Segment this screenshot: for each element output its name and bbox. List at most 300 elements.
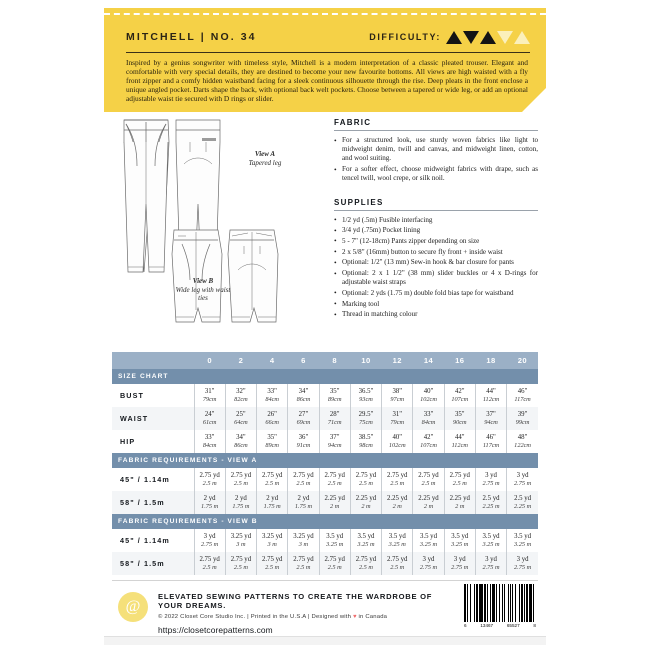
table-row xyxy=(112,552,538,575)
value-metres: 2.5 m xyxy=(202,563,217,571)
table-cell xyxy=(413,468,444,491)
table-cell xyxy=(257,430,288,453)
value-yards: 3 yd xyxy=(203,532,216,540)
table-cell xyxy=(319,491,350,514)
table-row xyxy=(112,491,538,514)
value-inches: 36" xyxy=(298,433,309,441)
view-a-subtitle: Tapered leg xyxy=(248,158,282,167)
view-b-title: View B xyxy=(192,277,214,285)
size-header-row xyxy=(112,352,538,369)
table-cell xyxy=(444,529,475,552)
value-inches: 39" xyxy=(517,410,528,418)
value-cm: 71cm xyxy=(327,418,342,426)
value-metres: 2.5 m xyxy=(327,563,342,571)
fabric-section xyxy=(334,118,538,184)
value-cm: 79cm xyxy=(390,418,405,426)
table-cell xyxy=(194,384,225,407)
page-title: MITCHELL | NO. 34 xyxy=(126,31,257,43)
value-yards: 2 yd xyxy=(203,494,216,502)
table-cell xyxy=(382,529,413,552)
table-cell xyxy=(382,407,413,430)
table-cell xyxy=(475,407,506,430)
value-yards: 2.75 yd xyxy=(387,555,408,563)
size-header-20: 20 xyxy=(507,352,538,369)
value-yards: 2 yd xyxy=(234,494,247,502)
table-cell xyxy=(225,491,256,514)
table-cell xyxy=(288,468,319,491)
value-inches: 38" xyxy=(392,387,403,395)
value-cm: 86cm xyxy=(234,441,248,449)
value-metres: 2.25 m xyxy=(514,502,532,510)
value-yards: 3.5 yd xyxy=(514,532,532,540)
table-cell xyxy=(444,384,475,407)
table-cell xyxy=(257,407,288,430)
table-cell xyxy=(507,468,538,491)
value-metres: 2 m xyxy=(361,502,371,510)
value-inches: 44" xyxy=(454,433,465,441)
value-inches: 42" xyxy=(454,387,465,395)
table-cell xyxy=(475,491,506,514)
table-cell xyxy=(288,384,319,407)
value-yards: 3.25 yd xyxy=(261,532,283,540)
value-inches: 33" xyxy=(423,410,434,418)
value-inches: 37" xyxy=(329,433,340,441)
value-cm: 97cm xyxy=(390,395,405,403)
value-inches: 31" xyxy=(204,387,215,395)
table-cell xyxy=(382,430,413,453)
value-yards: 2.25 yd xyxy=(418,494,439,502)
table-cell xyxy=(350,468,381,491)
value-yards: 3 yd xyxy=(422,555,435,563)
value-cm: 102cm xyxy=(420,395,437,403)
value-metres: 2.5 m xyxy=(296,479,311,487)
table-cell xyxy=(319,529,350,552)
value-yards: 3 yd xyxy=(485,555,497,563)
value-metres: 2.75 m xyxy=(201,540,219,548)
row-label: 45" / 1.14m xyxy=(112,468,194,491)
barcode-digit: 8 xyxy=(533,623,536,628)
table-cell xyxy=(475,468,506,491)
value-cm: 90cm xyxy=(452,418,467,426)
value-yards: 2.25 yd xyxy=(387,494,408,502)
table-cell xyxy=(444,430,475,453)
table-cell xyxy=(350,384,381,407)
copyright-post: in Canada xyxy=(356,614,388,620)
view-a-caption xyxy=(230,150,300,167)
table-cell xyxy=(507,430,538,453)
technical-drawings xyxy=(112,112,330,344)
copyright-pre: © 2022 Closet Core Studio Inc. | Printed in the U.S.A | Designed with xyxy=(158,614,353,620)
value-yards: 2.75 yd xyxy=(387,471,408,479)
barcode-digit: 6 xyxy=(464,623,467,628)
table-cell xyxy=(382,552,413,575)
value-metres: 2.5 m xyxy=(358,479,373,487)
value-inches: 27" xyxy=(298,410,309,418)
list-item: • Optional: 2 yds (1.75 m) double fold bias tape for waistband xyxy=(334,289,538,298)
table-cell xyxy=(413,552,444,575)
list-item: • For a softer effect, choose midweight fabrics with drape, such as tencel twill, wool crepe, or silk noil. xyxy=(334,165,538,183)
table-cell xyxy=(257,468,288,491)
value-cm: 75cm xyxy=(359,418,373,426)
value-yards: 2.5 yd xyxy=(482,494,500,502)
value-inches: 35" xyxy=(454,410,465,418)
size-header-spacer xyxy=(112,352,194,369)
value-cm: 122cm xyxy=(514,441,531,449)
value-cm: 84cm xyxy=(421,418,436,426)
barcode-digit: 65527 xyxy=(506,623,520,628)
list-item: • Optional: 2 x 1 1/2" (38 mm) slider buckles or 4 x D-rings for adjustable waist straps xyxy=(334,269,538,287)
value-metres: 2.75 m xyxy=(419,563,438,571)
value-yards: 2.75 yd xyxy=(261,471,283,479)
fabric-requirements-band-label: FABRIC REQUIREMENTS - VIEW A xyxy=(112,453,538,468)
difficulty-triangles xyxy=(446,31,530,44)
size-header-18: 18 xyxy=(475,352,506,369)
barcode-digits xyxy=(464,623,536,628)
value-inches: 42" xyxy=(423,433,434,441)
value-metres: 2.5 m xyxy=(202,479,217,487)
value-yards: 2 yd xyxy=(297,494,310,502)
value-metres: 1.75 m xyxy=(201,502,219,510)
value-inches: 33" xyxy=(267,387,277,395)
value-metres: 2.5 m xyxy=(265,479,280,487)
table-cell xyxy=(413,407,444,430)
table-cell xyxy=(194,430,225,453)
table-cell xyxy=(444,468,475,491)
list-item: • 2 x 5/8" (16mm) button to secure fly front + inside waist xyxy=(334,248,538,257)
table-cell xyxy=(194,552,225,575)
difficulty-meter xyxy=(369,31,530,44)
value-inches: 36.5" xyxy=(358,387,374,395)
value-cm: 84cm xyxy=(265,395,279,403)
row-label: 45" / 1.14m xyxy=(112,529,194,552)
table-cell xyxy=(507,384,538,407)
table-cell xyxy=(475,430,506,453)
table-cell xyxy=(225,407,256,430)
heart-icon: ♥ xyxy=(352,614,357,620)
table-cell xyxy=(475,384,506,407)
size-header-4: 4 xyxy=(257,352,288,369)
footer-copyright xyxy=(158,614,448,620)
value-cm: 69cm xyxy=(296,418,311,426)
value-cm: 112cm xyxy=(482,395,500,403)
table-cell xyxy=(319,552,350,575)
value-yards: 3 yd xyxy=(516,555,529,563)
dashed-tear-line xyxy=(104,13,546,15)
fabric-requirements-band xyxy=(112,453,538,468)
body-area xyxy=(104,112,546,644)
table-cell xyxy=(194,529,225,552)
table-cell xyxy=(288,407,319,430)
value-yards: 3 yd xyxy=(516,471,529,479)
fabric-list xyxy=(334,136,538,184)
value-cm: 117cm xyxy=(514,395,531,403)
table-cell xyxy=(413,491,444,514)
value-metres: 2.5 m xyxy=(233,563,248,571)
value-yards: 2.25 yd xyxy=(355,494,377,502)
value-yards: 2.75 yd xyxy=(293,555,314,563)
value-yards: 3.5 yd xyxy=(482,532,500,540)
list-item: • 3/4 yd (.75m) Pocket lining xyxy=(334,226,538,235)
value-yards: 3.25 yd xyxy=(230,532,252,540)
value-yards: 2.75 yd xyxy=(199,471,220,479)
value-yards: 2.75 yd xyxy=(324,471,345,479)
value-yards: 3.5 yd xyxy=(451,532,469,540)
row-label: 58" / 1.5m xyxy=(112,552,194,575)
at-symbol-icon: @ xyxy=(125,598,141,615)
value-yards: 2.75 yd xyxy=(230,471,252,479)
value-cm: 61cm xyxy=(202,418,217,426)
table-cell xyxy=(319,430,350,453)
table-cell xyxy=(288,430,319,453)
value-yards: 2.75 yd xyxy=(293,471,314,479)
value-cm: 86cm xyxy=(296,395,311,403)
value-inches: 34" xyxy=(298,387,309,395)
table-cell xyxy=(350,430,381,453)
table-cell xyxy=(444,491,475,514)
value-cm: 64cm xyxy=(234,418,248,426)
footer-text xyxy=(158,592,448,635)
table-cell xyxy=(350,407,381,430)
size-chart-band-label: SIZE CHART xyxy=(112,369,538,384)
value-cm: 66cm xyxy=(265,418,279,426)
size-header-2: 2 xyxy=(225,352,256,369)
table-cell xyxy=(319,384,350,407)
value-metres: 3 m xyxy=(267,540,277,548)
table-cell xyxy=(257,529,288,552)
value-yards: 2.75 yd xyxy=(449,471,470,479)
value-inches: 34" xyxy=(236,433,246,441)
table-cell xyxy=(507,407,538,430)
value-inches: 40" xyxy=(392,433,403,441)
table-cell xyxy=(319,468,350,491)
value-metres: 3.25 m xyxy=(419,540,438,548)
table-cell xyxy=(382,491,413,514)
value-cm: 93cm xyxy=(359,395,373,403)
table-cell xyxy=(382,468,413,491)
value-metres: 2.5 m xyxy=(421,479,436,487)
value-yards: 2 yd xyxy=(266,494,279,502)
barcode-bars xyxy=(464,584,536,622)
brand-logo xyxy=(118,592,148,622)
value-inches: 35" xyxy=(329,387,340,395)
value-inches: 35" xyxy=(267,433,277,441)
value-inches: 32" xyxy=(236,387,246,395)
value-yards: 3 yd xyxy=(453,555,466,563)
value-cm: 89cm xyxy=(327,395,342,403)
value-metres: 2.5 m xyxy=(390,479,405,487)
table-cell xyxy=(319,407,350,430)
value-inches: 28" xyxy=(329,410,340,418)
size-header-8: 8 xyxy=(319,352,350,369)
value-metres: 2.5 m xyxy=(327,479,342,487)
value-yards: 3.25 yd xyxy=(293,532,314,540)
pattern-description: Inspired by a genius songwriter with timeless style, Mitchell is a modern interpretation of a classic pleated trouser. Elegant and comfortable with very special details, they are destined to become your new favourite bottoms. All views are high waisted with a fly front zipper and a comfy hidden waistband facing for a sleek continuous silhouette through the rise. Deep pleats in the front enclose a unique angled pocket. Darts shape the back, with optional back welt pockets. Choose between a tapered or wide leg, or add an optional adjustable waist tie secured with D rings or slider. xyxy=(126,58,528,104)
triangle-up-empty-icon xyxy=(514,31,530,44)
size-chart-band xyxy=(112,369,538,384)
value-metres: 3.25 m xyxy=(326,540,344,548)
value-inches: 25" xyxy=(236,410,246,418)
value-metres: 2 m xyxy=(455,502,465,510)
value-yards: 2.25 yd xyxy=(324,494,345,502)
list-item: • Marking tool xyxy=(334,300,538,309)
triangle-up-filled-icon xyxy=(480,31,496,44)
value-cm: 94cm xyxy=(484,418,498,426)
value-metres: 2.75 m xyxy=(451,563,469,571)
barcode xyxy=(464,584,536,632)
value-inches: 46" xyxy=(517,387,528,395)
value-yards: 2.75 yd xyxy=(355,471,377,479)
value-cm: 117cm xyxy=(482,441,500,449)
table-cell xyxy=(225,468,256,491)
value-metres: 1.75 m xyxy=(263,502,281,510)
value-inches: 26" xyxy=(267,410,277,418)
size-header-16: 16 xyxy=(444,352,475,369)
table-cell xyxy=(475,529,506,552)
footer-divider xyxy=(112,580,538,581)
barcode-bar xyxy=(534,584,536,622)
header-band xyxy=(104,8,546,112)
table-cell xyxy=(507,552,538,575)
footer xyxy=(112,580,538,638)
row-label: BUST xyxy=(112,384,194,407)
list-item: • 5 - 7" (12-18cm) Pants zipper depending on size xyxy=(334,237,538,246)
pants-line-drawings-svg xyxy=(112,112,330,344)
size-header-10: 10 xyxy=(350,352,381,369)
table-cell xyxy=(350,552,381,575)
value-yards: 2.75 yd xyxy=(418,471,439,479)
value-cm: 107cm xyxy=(420,441,437,449)
table-cell xyxy=(507,491,538,514)
value-inches: 31" xyxy=(392,410,403,418)
value-yards: 2.75 yd xyxy=(199,555,220,563)
value-metres: 3.25 m xyxy=(451,540,469,548)
view-b-subtitle: Wide leg with waist ties xyxy=(175,285,231,303)
value-yards: 2.5 yd xyxy=(514,494,532,502)
value-yards: 2.75 yd xyxy=(261,555,283,563)
value-metres: 2 m xyxy=(392,502,402,510)
value-inches: 40" xyxy=(423,387,434,395)
table-cell xyxy=(194,468,225,491)
value-yards: 3 yd xyxy=(485,471,497,479)
value-cm: 99cm xyxy=(515,418,530,426)
fabric-requirements-band xyxy=(112,514,538,529)
list-item: • For a structured look, use sturdy woven fabrics like light to midweight denim, twill and canvas, and midweight linen, cotton, and wool suiting. xyxy=(334,136,538,164)
value-yards: 2.75 yd xyxy=(230,555,252,563)
value-yards: 3.5 yd xyxy=(388,532,406,540)
list-item: • 1/2 yd (.5m) Fusible interfacing xyxy=(334,216,538,225)
table-cell xyxy=(444,407,475,430)
table-row xyxy=(112,430,538,453)
value-cm: 84cm xyxy=(202,441,217,449)
value-cm: 89cm xyxy=(265,441,279,449)
value-inches: 24" xyxy=(204,410,215,418)
row-label: HIP xyxy=(112,430,194,453)
table-row xyxy=(112,529,538,552)
table-row xyxy=(112,407,538,430)
fabric-requirements-band-label: FABRIC REQUIREMENTS - VIEW B xyxy=(112,514,538,529)
table-cell xyxy=(225,384,256,407)
value-metres: 2.5 m xyxy=(390,563,405,571)
value-metres: 2.75 m xyxy=(482,479,500,487)
table-cell xyxy=(350,491,381,514)
value-yards: 3.5 yd xyxy=(357,532,375,540)
table-cell xyxy=(413,529,444,552)
table-cell xyxy=(257,552,288,575)
value-metres: 3 m xyxy=(298,540,309,548)
supplies-list xyxy=(334,216,538,320)
value-metres: 3.25 m xyxy=(357,540,375,548)
table-row xyxy=(112,384,538,407)
header-row xyxy=(126,28,530,46)
value-metres: 3.25 m xyxy=(388,540,406,548)
value-yards: 3.5 yd xyxy=(326,532,344,540)
triangle-down-empty-icon xyxy=(497,31,513,44)
view-b-caption xyxy=(170,277,236,303)
supplies-divider xyxy=(334,210,538,211)
fabric-divider xyxy=(334,130,538,131)
value-metres: 3 m xyxy=(236,540,246,548)
supplies-title: SUPPLIES xyxy=(334,197,384,207)
table-cell xyxy=(194,407,225,430)
table-cell xyxy=(225,552,256,575)
value-yards: 2.25 yd xyxy=(449,494,470,502)
list-item: • Thread in matching colour xyxy=(334,310,538,319)
table-cell xyxy=(288,552,319,575)
website-url[interactable]: https://closetcorepatterns.com xyxy=(158,625,273,635)
value-inches: 44" xyxy=(486,387,496,395)
value-inches: 37" xyxy=(486,410,496,418)
value-cm: 79cm xyxy=(202,395,217,403)
supplies-section xyxy=(334,198,538,320)
value-metres: 3.25 m xyxy=(514,540,532,548)
table-cell xyxy=(225,430,256,453)
size-chart-table xyxy=(112,352,538,575)
table-cell xyxy=(350,529,381,552)
value-cm: 82cm xyxy=(234,395,248,403)
difficulty-label: DIFFICULTY: xyxy=(369,32,441,42)
size-header-12: 12 xyxy=(382,352,413,369)
value-cm: 98cm xyxy=(359,441,373,449)
header-divider xyxy=(126,52,530,53)
value-metres: 2 m xyxy=(423,502,434,510)
table-cell xyxy=(288,491,319,514)
info-column xyxy=(334,118,538,321)
table-cell xyxy=(225,529,256,552)
fabric-title: FABRIC xyxy=(334,118,372,127)
table-cell xyxy=(475,552,506,575)
page-left-margin xyxy=(0,0,104,650)
value-metres: 2.5 m xyxy=(358,563,373,571)
value-inches: 38.5" xyxy=(358,433,374,441)
value-metres: 2.5 m xyxy=(265,563,280,571)
value-yards: 2.75 yd xyxy=(355,555,377,563)
table-cell xyxy=(507,529,538,552)
size-header-0: 0 xyxy=(194,352,225,369)
size-and-fabric-tables xyxy=(112,352,538,575)
table-cell xyxy=(413,430,444,453)
value-inches: 33" xyxy=(204,433,215,441)
value-metres: 1.75 m xyxy=(232,502,250,510)
row-label: 58" / 1.5m xyxy=(112,491,194,514)
size-header-14: 14 xyxy=(413,352,444,369)
value-metres: 2.5 m xyxy=(296,563,311,571)
value-metres: 2.75 m xyxy=(514,563,532,571)
list-item: • Optional: 1/2" (13 mm) Sew-in hook & bar closure for pants xyxy=(334,258,538,267)
value-inches: 48" xyxy=(517,433,528,441)
value-yards: 2.75 yd xyxy=(324,555,345,563)
triangle-down-filled-icon xyxy=(463,31,479,44)
view-a-title: View A xyxy=(254,150,276,158)
